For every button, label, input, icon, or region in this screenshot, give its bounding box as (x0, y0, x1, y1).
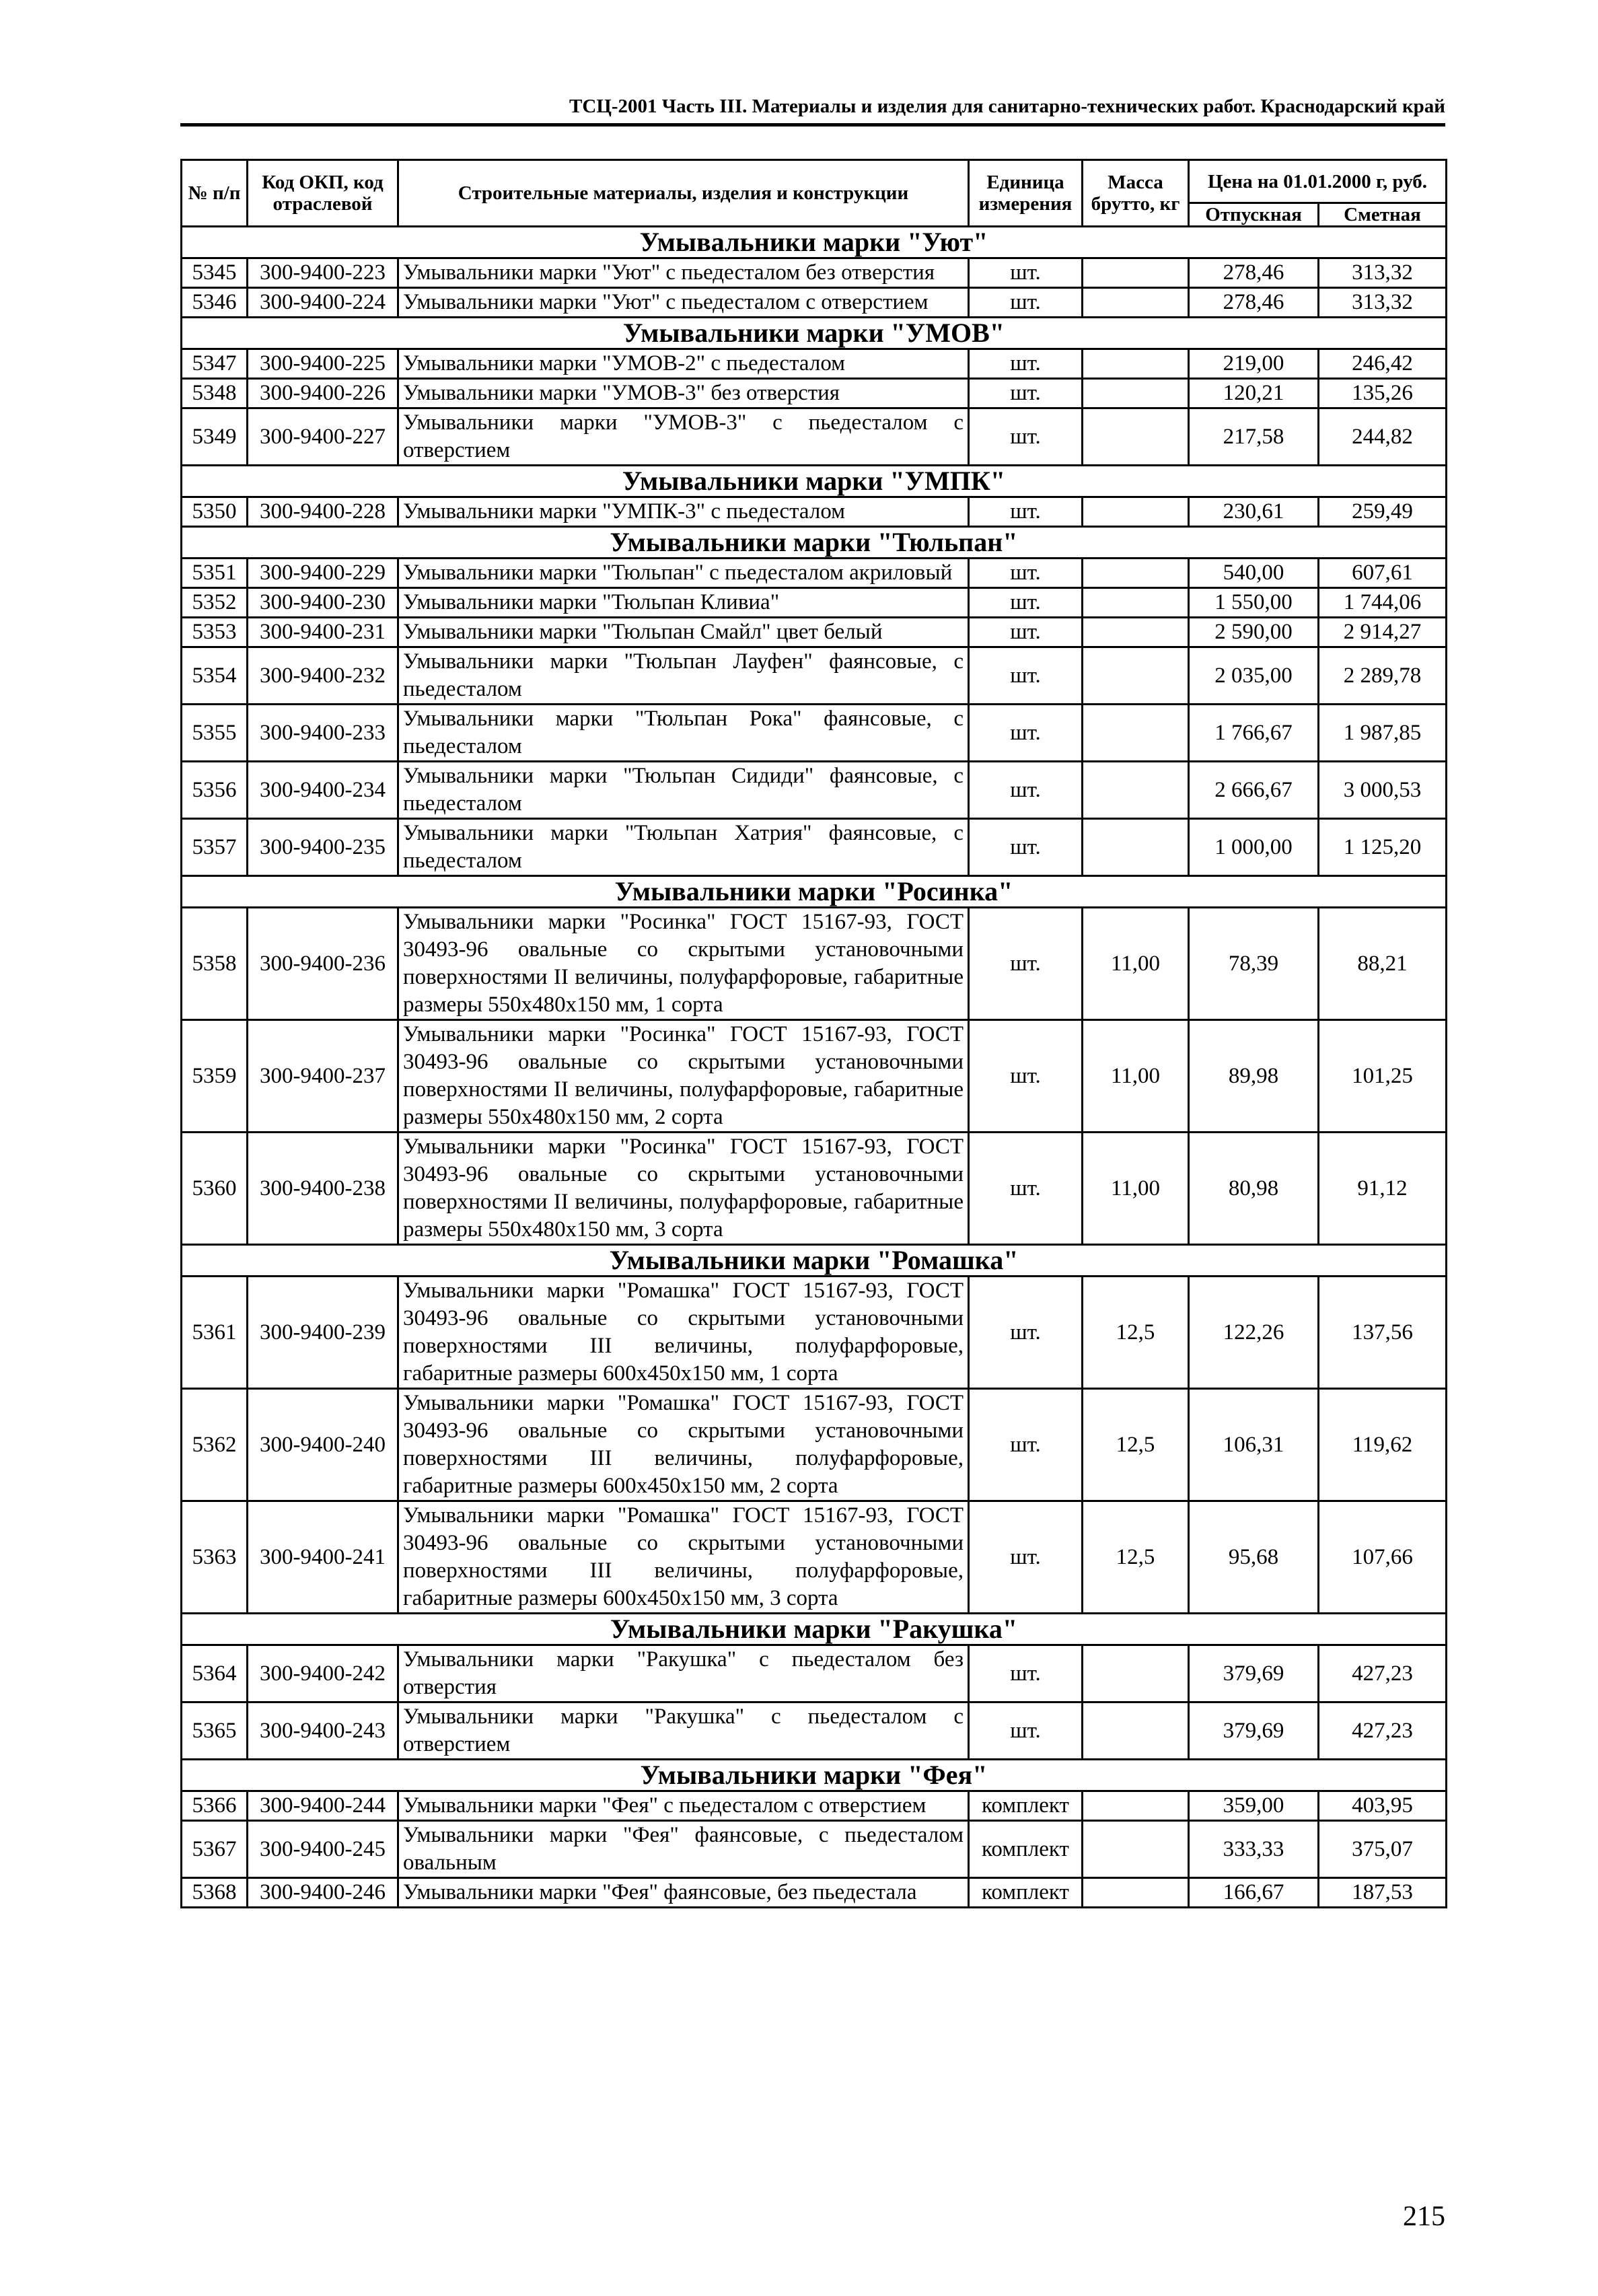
row-number: 5353 (182, 618, 248, 647)
material-name: Умывальники марки "Тюльпан Кливиа" (398, 588, 969, 618)
table-row (182, 1702, 1447, 1760)
okp-code: 300-9400-238 (248, 1133, 398, 1245)
gross-mass (1083, 559, 1189, 588)
estimate-price: 3 000,53 (1319, 762, 1447, 819)
release-price: 78,39 (1189, 908, 1319, 1020)
okp-code: 300-9400-235 (248, 819, 398, 876)
section-row (182, 527, 1447, 559)
table-row (182, 1277, 1447, 1389)
section-title: Умывальники марки "Ромашка" (182, 1245, 1447, 1277)
row-number: 5366 (182, 1791, 248, 1821)
section-title: Умывальники марки "УМОВ" (182, 318, 1447, 349)
unit-of-measure: шт. (969, 618, 1083, 647)
table-row (182, 618, 1447, 647)
material-name: Умывальники марки "Тюльпан Сидиди" фаянсовые, с пьедесталом (398, 762, 969, 819)
row-number: 5355 (182, 705, 248, 762)
estimate-price: 313,32 (1319, 258, 1447, 288)
table-row (182, 1501, 1447, 1614)
material-name: Умывальники марки "Тюльпан Лауфен" фаянсовые, с пьедесталом (398, 647, 969, 705)
release-price: 2 590,00 (1189, 618, 1319, 647)
okp-code: 300-9400-230 (248, 588, 398, 618)
row-number: 5347 (182, 349, 248, 379)
row-number: 5356 (182, 762, 248, 819)
row-number: 5348 (182, 379, 248, 408)
unit-of-measure: шт. (969, 559, 1083, 588)
release-price: 333,33 (1189, 1821, 1319, 1878)
row-number: 5361 (182, 1277, 248, 1389)
estimate-price: 427,23 (1319, 1645, 1447, 1702)
unit-of-measure: шт. (969, 1645, 1083, 1702)
table-row (182, 647, 1447, 705)
table-row (182, 762, 1447, 819)
table-row (182, 1878, 1447, 1908)
material-name: Умывальники марки "Ракушка" с пьедесталом без отверстия (398, 1645, 969, 1702)
estimate-price: 2 914,27 (1319, 618, 1447, 647)
gross-mass (1083, 819, 1189, 876)
material-name: Умывальники марки "Росинка" ГОСТ 15167-93, ГОСТ 30493-96 овальные со скрытыми установочными поверхностями II величины, полуфарфоровые, габаритные размеры 550х480х150 мм, 2 сорта (398, 1020, 969, 1133)
material-name: Умывальники марки "Ромашка" ГОСТ 15167-93, ГОСТ 30493-96 овальные со скрытыми установочными поверхностями III величины, полуфарфоровые, габаритные размеры 600х450х150 мм, 1 сорта (398, 1277, 969, 1389)
release-price: 230,61 (1189, 497, 1319, 527)
section-row (182, 466, 1447, 497)
release-price: 278,46 (1189, 258, 1319, 288)
table-row (182, 1020, 1447, 1133)
row-number: 5345 (182, 258, 248, 288)
table-row (182, 258, 1447, 288)
header-rule (180, 123, 1445, 127)
unit-of-measure: шт. (969, 647, 1083, 705)
material-name: Умывальники марки "УМПК-3" с пьедесталом (398, 497, 969, 527)
release-price: 1 550,00 (1189, 588, 1319, 618)
table-row (182, 1791, 1447, 1821)
release-price: 379,69 (1189, 1702, 1319, 1760)
row-number: 5365 (182, 1702, 248, 1760)
row-number: 5367 (182, 1821, 248, 1878)
row-number: 5351 (182, 559, 248, 588)
section-title: Умывальники марки "Фея" (182, 1760, 1447, 1791)
gross-mass: 11,00 (1083, 1133, 1189, 1245)
unit-of-measure: шт. (969, 1020, 1083, 1133)
table-row (182, 819, 1447, 876)
gross-mass (1083, 349, 1189, 379)
table-row (182, 379, 1447, 408)
estimate-price: 135,26 (1319, 379, 1447, 408)
release-price: 122,26 (1189, 1277, 1319, 1389)
row-number: 5360 (182, 1133, 248, 1245)
gross-mass (1083, 1878, 1189, 1908)
unit-of-measure: шт. (969, 288, 1083, 318)
page-number: 215 (1403, 2201, 1445, 2232)
unit-of-measure: комплект (969, 1878, 1083, 1908)
okp-code: 300-9400-245 (248, 1821, 398, 1878)
unit-of-measure: шт. (969, 1702, 1083, 1760)
table-row (182, 1389, 1447, 1501)
estimate-price: 101,25 (1319, 1020, 1447, 1133)
header-unit: Единица измерения (969, 160, 1083, 227)
okp-code: 300-9400-224 (248, 288, 398, 318)
table-row (182, 559, 1447, 588)
okp-code: 300-9400-239 (248, 1277, 398, 1389)
gross-mass (1083, 588, 1189, 618)
section-title: Умывальники марки "Ракушка" (182, 1614, 1447, 1645)
estimate-price: 246,42 (1319, 349, 1447, 379)
material-name: Умывальники марки "УМОВ-3" без отверстия (398, 379, 969, 408)
table-row (182, 705, 1447, 762)
unit-of-measure: шт. (969, 1389, 1083, 1501)
unit-of-measure: шт. (969, 1501, 1083, 1614)
unit-of-measure: шт. (969, 497, 1083, 527)
table-row (182, 1645, 1447, 1702)
okp-code: 300-9400-241 (248, 1501, 398, 1614)
section-row (182, 318, 1447, 349)
release-price: 95,68 (1189, 1501, 1319, 1614)
row-number: 5349 (182, 408, 248, 466)
material-name: Умывальники марки "Фея" фаянсовые, без пьедестала (398, 1878, 969, 1908)
header-price-group: Цена на 01.01.2000 г, руб. (1189, 160, 1447, 203)
gross-mass (1083, 705, 1189, 762)
table-row (182, 908, 1447, 1020)
table-row (182, 408, 1447, 466)
material-name: Умывальники марки "Фея" фаянсовые, с пьедесталом овальным (398, 1821, 969, 1878)
okp-code: 300-9400-232 (248, 647, 398, 705)
row-number: 5354 (182, 647, 248, 705)
price-table (180, 159, 1447, 1908)
gross-mass (1083, 379, 1189, 408)
okp-code: 300-9400-237 (248, 1020, 398, 1133)
release-price: 166,67 (1189, 1878, 1319, 1908)
unit-of-measure: шт. (969, 588, 1083, 618)
unit-of-measure: шт. (969, 349, 1083, 379)
unit-of-measure: шт. (969, 705, 1083, 762)
okp-code: 300-9400-229 (248, 559, 398, 588)
material-name: Умывальники марки "УМОВ-3" с пьедесталом с отверстием (398, 408, 969, 466)
release-price: 359,00 (1189, 1791, 1319, 1821)
gross-mass (1083, 1791, 1189, 1821)
release-price: 2 035,00 (1189, 647, 1319, 705)
release-price: 278,46 (1189, 288, 1319, 318)
table-row (182, 588, 1447, 618)
gross-mass (1083, 1821, 1189, 1878)
row-number: 5363 (182, 1501, 248, 1614)
unit-of-measure: шт. (969, 408, 1083, 466)
section-row (182, 1760, 1447, 1791)
estimate-price: 313,32 (1319, 288, 1447, 318)
estimate-price: 259,49 (1319, 497, 1447, 527)
row-number: 5359 (182, 1020, 248, 1133)
row-number: 5350 (182, 497, 248, 527)
release-price: 2 666,67 (1189, 762, 1319, 819)
table-row (182, 497, 1447, 527)
gross-mass (1083, 618, 1189, 647)
unit-of-measure: шт. (969, 819, 1083, 876)
release-price: 106,31 (1189, 1389, 1319, 1501)
estimate-price: 1 744,06 (1319, 588, 1447, 618)
estimate-price: 187,53 (1319, 1878, 1447, 1908)
okp-code: 300-9400-242 (248, 1645, 398, 1702)
okp-code: 300-9400-228 (248, 497, 398, 527)
material-name: Умывальники марки "Росинка" ГОСТ 15167-93, ГОСТ 30493-96 овальные со скрытыми установочными поверхностями II величины, полуфарфоровые, габаритные размеры 550х480х150 мм, 1 сорта (398, 908, 969, 1020)
gross-mass (1083, 1645, 1189, 1702)
gross-mass: 11,00 (1083, 1020, 1189, 1133)
row-number: 5364 (182, 1645, 248, 1702)
section-title: Умывальники марки "УМПК" (182, 466, 1447, 497)
estimate-price: 607,61 (1319, 559, 1447, 588)
okp-code: 300-9400-240 (248, 1389, 398, 1501)
release-price: 89,98 (1189, 1020, 1319, 1133)
unit-of-measure: шт. (969, 258, 1083, 288)
header-mass: Масса брутто, кг (1083, 160, 1189, 227)
gross-mass: 12,5 (1083, 1501, 1189, 1614)
okp-code: 300-9400-244 (248, 1791, 398, 1821)
release-price: 120,21 (1189, 379, 1319, 408)
release-price: 217,58 (1189, 408, 1319, 466)
estimate-price: 403,95 (1319, 1791, 1447, 1821)
header-num: № п/п (182, 160, 248, 227)
gross-mass (1083, 288, 1189, 318)
table-row (182, 349, 1447, 379)
material-name: Умывальники марки "УМОВ-2" с пьедесталом (398, 349, 969, 379)
gross-mass (1083, 258, 1189, 288)
section-row (182, 876, 1447, 908)
section-row (182, 1245, 1447, 1277)
row-number: 5358 (182, 908, 248, 1020)
okp-code: 300-9400-226 (248, 379, 398, 408)
release-price: 80,98 (1189, 1133, 1319, 1245)
unit-of-measure: шт. (969, 1277, 1083, 1389)
release-price: 1 766,67 (1189, 705, 1319, 762)
section-title: Умывальники марки "Уют" (182, 227, 1447, 258)
gross-mass: 12,5 (1083, 1277, 1189, 1389)
okp-code: 300-9400-234 (248, 762, 398, 819)
okp-code: 300-9400-225 (248, 349, 398, 379)
material-name: Умывальники марки "Росинка" ГОСТ 15167-93, ГОСТ 30493-96 овальные со скрытыми установочными поверхностями II величины, полуфарфоровые, габаритные размеры 550х480х150 мм, 3 сорта (398, 1133, 969, 1245)
gross-mass (1083, 1702, 1189, 1760)
material-name: Умывальники марки "Уют" с пьедесталом без отверстия (398, 258, 969, 288)
estimate-price: 1 125,20 (1319, 819, 1447, 876)
unit-of-measure: шт. (969, 1133, 1083, 1245)
material-name: Умывальники марки "Ромашка" ГОСТ 15167-93, ГОСТ 30493-96 овальные со скрытыми установочными поверхностями III величины, полуфарфоровые, габаритные размеры 600х450х150 мм, 2 сорта (398, 1389, 969, 1501)
material-name: Умывальники марки "Уют" с пьедесталом с отверстием (398, 288, 969, 318)
material-name: Умывальники марки "Ракушка" с пьедесталом с отверстием (398, 1702, 969, 1760)
estimate-price: 107,66 (1319, 1501, 1447, 1614)
table-row (182, 1133, 1447, 1245)
header-name: Строительные материалы, изделия и конструкции (398, 160, 969, 227)
section-row (182, 1614, 1447, 1645)
row-number: 5368 (182, 1878, 248, 1908)
okp-code: 300-9400-243 (248, 1702, 398, 1760)
header-price-release: Отпускная (1189, 203, 1319, 227)
material-name: Умывальники марки "Тюльпан Смайл" цвет белый (398, 618, 969, 647)
gross-mass: 12,5 (1083, 1389, 1189, 1501)
section-title: Умывальники марки "Росинка" (182, 876, 1447, 908)
okp-code: 300-9400-231 (248, 618, 398, 647)
gross-mass (1083, 647, 1189, 705)
estimate-price: 88,21 (1319, 908, 1447, 1020)
estimate-price: 137,56 (1319, 1277, 1447, 1389)
gross-mass (1083, 762, 1189, 819)
unit-of-measure: комплект (969, 1791, 1083, 1821)
row-number: 5357 (182, 819, 248, 876)
table-row (182, 288, 1447, 318)
release-price: 219,00 (1189, 349, 1319, 379)
material-name: Умывальники марки "Тюльпан Хатрия" фаянсовые, с пьедесталом (398, 819, 969, 876)
okp-code: 300-9400-227 (248, 408, 398, 466)
gross-mass: 11,00 (1083, 908, 1189, 1020)
estimate-price: 375,07 (1319, 1821, 1447, 1878)
okp-code: 300-9400-236 (248, 908, 398, 1020)
page-header: ТСЦ-2001 Часть III. Материалы и изделия для санитарно-технических работ. Краснодарский край (569, 96, 1445, 117)
material-name: Умывальники марки "Ромашка" ГОСТ 15167-93, ГОСТ 30493-96 овальные со скрытыми установочными поверхностями III величины, полуфарфоровые, габаритные размеры 600х450х150 мм, 3 сорта (398, 1501, 969, 1614)
estimate-price: 91,12 (1319, 1133, 1447, 1245)
okp-code: 300-9400-233 (248, 705, 398, 762)
material-name: Умывальники марки "Фея" с пьедесталом с отверстием (398, 1791, 969, 1821)
material-name: Умывальники марки "Тюльпан" с пьедесталом акриловый (398, 559, 969, 588)
header-price-estimate: Сметная (1319, 203, 1447, 227)
release-price: 379,69 (1189, 1645, 1319, 1702)
section-title: Умывальники марки "Тюльпан" (182, 527, 1447, 559)
okp-code: 300-9400-246 (248, 1878, 398, 1908)
header-code: Код ОКП, код отраслевой (248, 160, 398, 227)
unit-of-measure: шт. (969, 762, 1083, 819)
unit-of-measure: шт. (969, 908, 1083, 1020)
release-price: 540,00 (1189, 559, 1319, 588)
gross-mass (1083, 408, 1189, 466)
release-price: 1 000,00 (1189, 819, 1319, 876)
row-number: 5346 (182, 288, 248, 318)
estimate-price: 244,82 (1319, 408, 1447, 466)
unit-of-measure: шт. (969, 379, 1083, 408)
estimate-price: 119,62 (1319, 1389, 1447, 1501)
okp-code: 300-9400-223 (248, 258, 398, 288)
unit-of-measure: комплект (969, 1821, 1083, 1878)
row-number: 5362 (182, 1389, 248, 1501)
table-row (182, 1821, 1447, 1878)
row-number: 5352 (182, 588, 248, 618)
material-name: Умывальники марки "Тюльпан Рока" фаянсовые, с пьедесталом (398, 705, 969, 762)
estimate-price: 1 987,85 (1319, 705, 1447, 762)
section-row (182, 227, 1447, 258)
gross-mass (1083, 497, 1189, 527)
estimate-price: 427,23 (1319, 1702, 1447, 1760)
estimate-price: 2 289,78 (1319, 647, 1447, 705)
